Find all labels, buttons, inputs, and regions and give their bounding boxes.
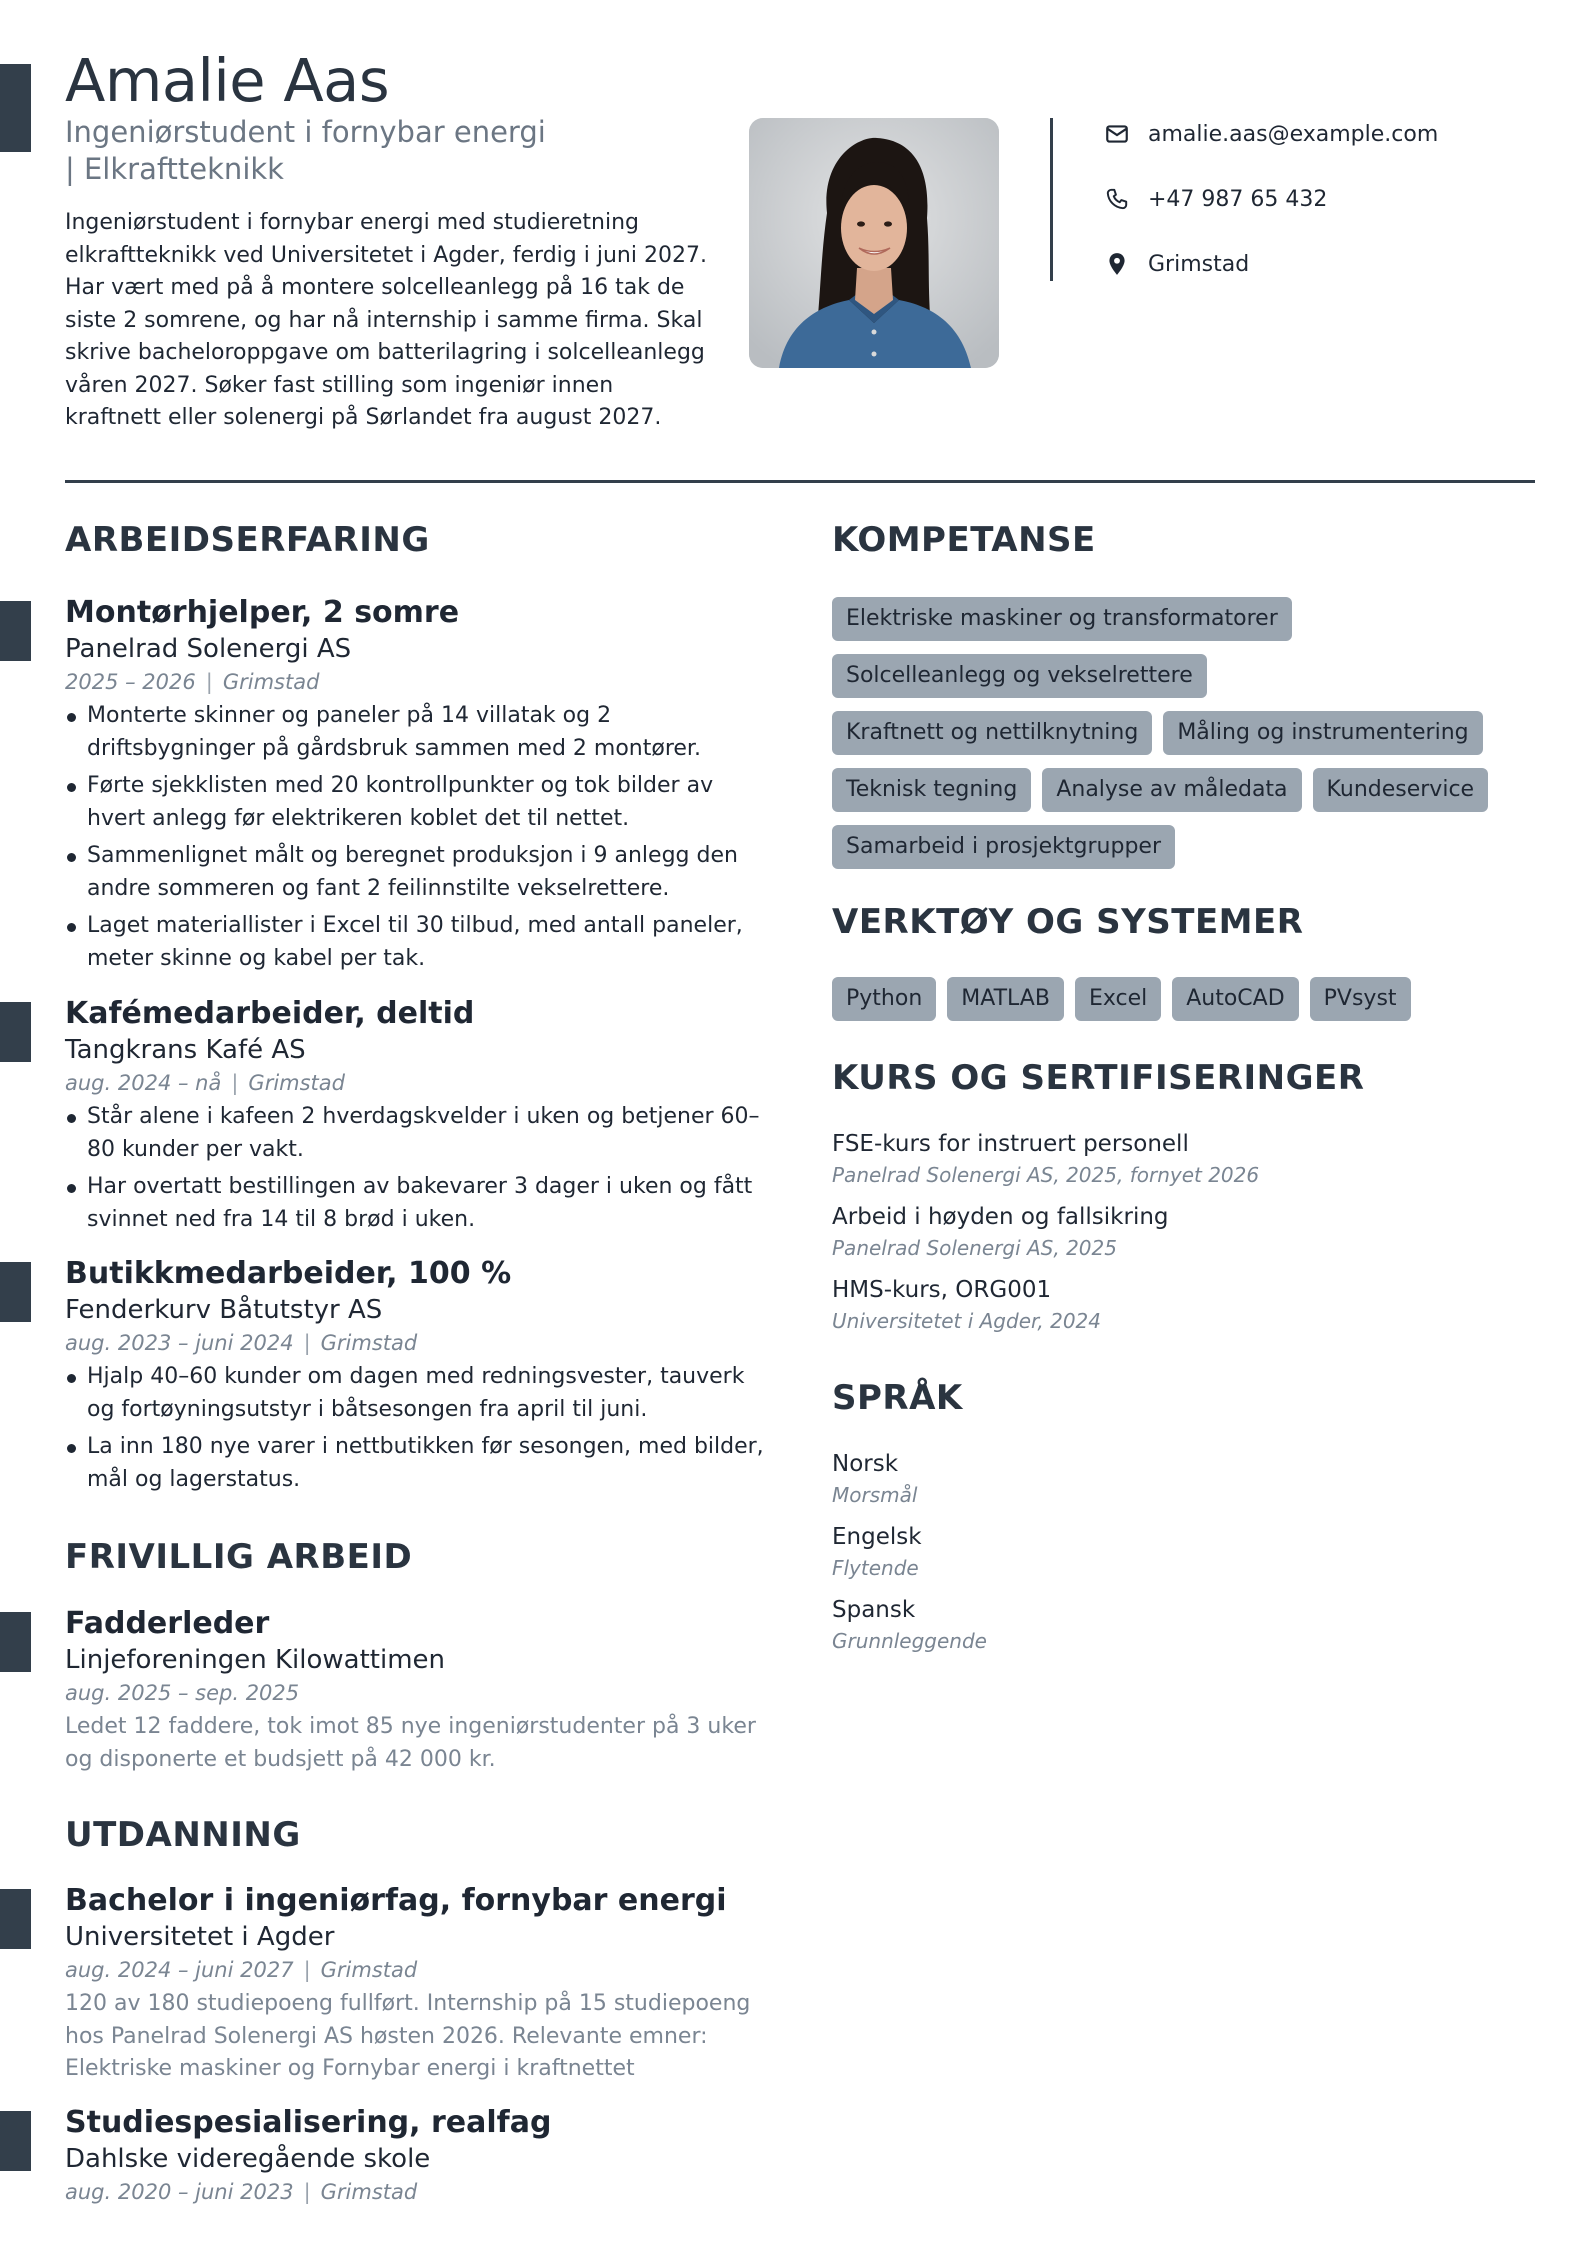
course-title: FSE-kurs for instruert personell	[832, 1131, 1189, 1157]
location-text: Grimstad	[1148, 251, 1250, 277]
skill-tag: Solcelleanlegg og vekselrettere	[832, 654, 1207, 698]
course-item	[832, 1128, 1512, 1190]
phone-icon	[1104, 186, 1130, 212]
accent-bar	[0, 1262, 31, 1322]
job-location: Grimstad	[248, 1071, 345, 1095]
list-item: Hjalp 40–60 kunder om dagen med redningsvester, tauverk og fortøyningsutstyr i båtsesongen fra april til juni.	[65, 1361, 765, 1426]
language-name: Norsk	[832, 1451, 899, 1477]
education-location: Grimstad	[320, 1958, 418, 1982]
course-detail: Panelrad Solenergi AS, 2025, fornyet 2026	[832, 1163, 1260, 1187]
list-item: Laget materiallister i Excel til 30 tilbud, med antall paneler, meter skinne og kabel per tak.	[65, 910, 765, 975]
job-location: Grimstad	[320, 1331, 418, 1355]
candidate-name: Amalie Aas	[65, 46, 390, 115]
section-heading-volunteer: FRIVILLIG ARBEID	[65, 1537, 413, 1577]
volunteer-entry	[65, 1605, 765, 1776]
education-meta: aug. 2020 – juni 2023 | Grimstad	[65, 2180, 418, 2204]
skills-tags	[832, 597, 1532, 869]
header-divider	[65, 480, 1535, 483]
employer: Fenderkurv Båtutstyr AS	[65, 1295, 383, 1325]
job-title: Butikkmedarbeider, 100 %	[65, 1256, 512, 1291]
course-title: Arbeid i høyden og fallsikring	[832, 1204, 1169, 1230]
job-dates: 2025 – 2026	[65, 670, 196, 694]
list-item: Monterte skinner og paneler på 14 villatak og 2 driftsbygninger på gårdsbruk sammen med 2 montører.	[65, 700, 765, 765]
education-meta: aug. 2024 – juni 2027 | Grimstad	[65, 1958, 418, 1982]
skill-tag: Samarbeid i prosjektgrupper	[832, 825, 1175, 869]
education-entry	[65, 1882, 765, 2086]
skill-tag: Elektriske maskiner og transformatorer	[832, 597, 1292, 641]
language-level: Morsmål	[832, 1483, 918, 1507]
contact-phone[interactable]	[1104, 183, 1327, 215]
location-pin-icon	[1104, 251, 1130, 277]
course-detail: Universitetet i Agder, 2024	[832, 1309, 1101, 1333]
education-entry	[65, 2104, 765, 2208]
education-location: Grimstad	[320, 2180, 418, 2204]
courses-list	[832, 1128, 1512, 1347]
employer: Tangkrans Kafé AS	[65, 1035, 306, 1065]
skill-tag: Teknisk tegning	[832, 768, 1031, 812]
list-item: Sammenlignet målt og beregnet produksjon i 9 anlegg den andre sommeren og fant 2 feilinnstilte vekselrettere.	[65, 840, 765, 905]
headline	[65, 114, 625, 188]
language-name: Engelsk	[832, 1524, 922, 1550]
section-heading-skills: KOMPETANSE	[832, 520, 1096, 560]
language-item	[832, 1594, 1512, 1656]
employer: Panelrad Solenergi AS	[65, 634, 352, 664]
portrait-illustration	[749, 118, 999, 368]
job-dates: aug. 2024 – nå	[65, 1071, 222, 1095]
tool-tag: Excel	[1075, 977, 1161, 1021]
skill-tag: Måling og instrumentering	[1163, 711, 1482, 755]
job-bullets	[65, 1361, 765, 1496]
skill-tag: Kundeservice	[1313, 768, 1489, 812]
job-meta: 2025 – 2026 | Grimstad	[65, 670, 320, 694]
accent-bar	[0, 64, 31, 152]
accent-bar	[0, 1889, 31, 1949]
contact-divider	[1050, 118, 1053, 281]
tool-tag: AutoCAD	[1172, 977, 1298, 1021]
accent-bar	[0, 601, 31, 661]
language-name: Spansk	[832, 1597, 916, 1623]
course-item	[832, 1274, 1512, 1336]
job-bullets	[65, 700, 765, 975]
education-dates: aug. 2024 – juni 2027	[65, 1958, 294, 1982]
job-meta: aug. 2023 – juni 2024 | Grimstad	[65, 1331, 418, 1355]
language-level: Flytende	[832, 1556, 919, 1580]
experience-entry	[65, 1255, 765, 1501]
section-heading-tools: VERKTØY OG SYSTEMER	[832, 902, 1304, 942]
degree-title: Studiespesialisering, realfag	[65, 2105, 552, 2140]
school: Universitetet i Agder	[65, 1922, 335, 1952]
experience-entry	[65, 995, 765, 1241]
tool-tag: PVsyst	[1310, 977, 1411, 1021]
language-item	[832, 1521, 1512, 1583]
job-meta: aug. 2024 – nå | Grimstad	[65, 1071, 345, 1095]
role-dates: aug. 2025 – sep. 2025	[65, 1681, 300, 1705]
list-item: Har overtatt bestillingen av bakevarer 3 dager i uken og fått svinnet ned fra 14 til 8 brød i uken.	[65, 1171, 765, 1236]
accent-bar	[0, 1002, 31, 1062]
headline-line: Ingeniørstudent i fornybar energi	[65, 115, 546, 149]
tool-tag: Python	[832, 977, 936, 1021]
accent-bar	[0, 2111, 31, 2171]
profile-photo	[749, 118, 999, 368]
job-dates: aug. 2023 – juni 2024	[65, 1331, 294, 1355]
contact-location	[1104, 248, 1249, 280]
section-heading-experience: ARBEIDSERFARING	[65, 520, 430, 560]
education-description: 120 av 180 studiepoeng fullført. Internship på 15 studiepoeng hos Panelrad Solenergi AS høsten 2026. Relevante emner: Elektriske maskiner og Fornybar energi i kraftnettet	[65, 1991, 751, 2081]
section-heading-education: UTDANNING	[65, 1815, 301, 1855]
skill-tag: Kraftnett og nettilknytning	[832, 711, 1152, 755]
accent-bar	[0, 1612, 31, 1672]
course-title: HMS-kurs, ORG001	[832, 1277, 1052, 1303]
role-title: Fadderleder	[65, 1606, 270, 1641]
education-dates: aug. 2020 – juni 2023	[65, 2180, 294, 2204]
skill-tag: Analyse av måledata	[1042, 768, 1301, 812]
list-item: La inn 180 nye varer i nettbutikken før sesongen, med bilder, mål og lagerstatus.	[65, 1431, 765, 1496]
list-item: Førte sjekklisten med 20 kontrollpunkter og tok bilder av hvert anlegg før elektrikeren koblet det til nettet.	[65, 770, 765, 835]
school: Dahlske videregående skole	[65, 2144, 431, 2174]
list-item: Står alene i kafeen 2 hverdagskvelder i uken og betjener 60–80 kunder per vakt.	[65, 1101, 765, 1166]
section-heading-languages: SPRÅK	[832, 1378, 963, 1418]
tools-tags	[832, 977, 1532, 1021]
course-item	[832, 1201, 1512, 1263]
organization: Linjeforeningen Kilowattimen	[65, 1645, 446, 1675]
section-heading-courses: KURS OG SERTIFISERINGER	[832, 1058, 1365, 1098]
email-text: amalie.aas@example.com	[1148, 121, 1439, 147]
languages-list	[832, 1448, 1512, 1667]
headline-line: | Elkraftteknikk	[65, 152, 284, 186]
job-location: Grimstad	[222, 670, 320, 694]
contact-email[interactable]	[1104, 118, 1438, 150]
job-title: Kafémedarbeider, deltid	[65, 996, 475, 1031]
role-description: Ledet 12 faddere, tok imot 85 nye ingeniørstudenter på 3 uker og disponerte et budsjett på 42 000 kr.	[65, 1714, 756, 1772]
language-item	[832, 1448, 1512, 1510]
job-title: Montørhjelper, 2 somre	[65, 595, 460, 630]
degree-title: Bachelor i ingeniørfag, fornybar energi	[65, 1883, 727, 1918]
tool-tag: MATLAB	[947, 977, 1064, 1021]
profile-summary: Ingeniørstudent i fornybar energi med studieretning elkraftteknikk ved Universitetet i Agder, ferdig i juni 2027. Har vært med på å montere solcelleanlegg på 16 tak de siste 2 somrene, og har nå internship i samme firma. Skal skrive bacheloroppgave om batterilagring i solcelleanlegg våren 2027. Søker fast stilling som ingeniør innen kraftnett eller solenergi på Sørlandet fra august 2027.	[65, 210, 707, 430]
experience-entry	[65, 594, 765, 980]
phone-text: +47 987 65 432	[1148, 186, 1328, 212]
language-level: Grunnleggende	[832, 1629, 987, 1653]
mail-icon	[1104, 121, 1130, 147]
job-bullets	[65, 1101, 765, 1236]
course-detail: Panelrad Solenergi AS, 2025	[832, 1236, 1117, 1260]
